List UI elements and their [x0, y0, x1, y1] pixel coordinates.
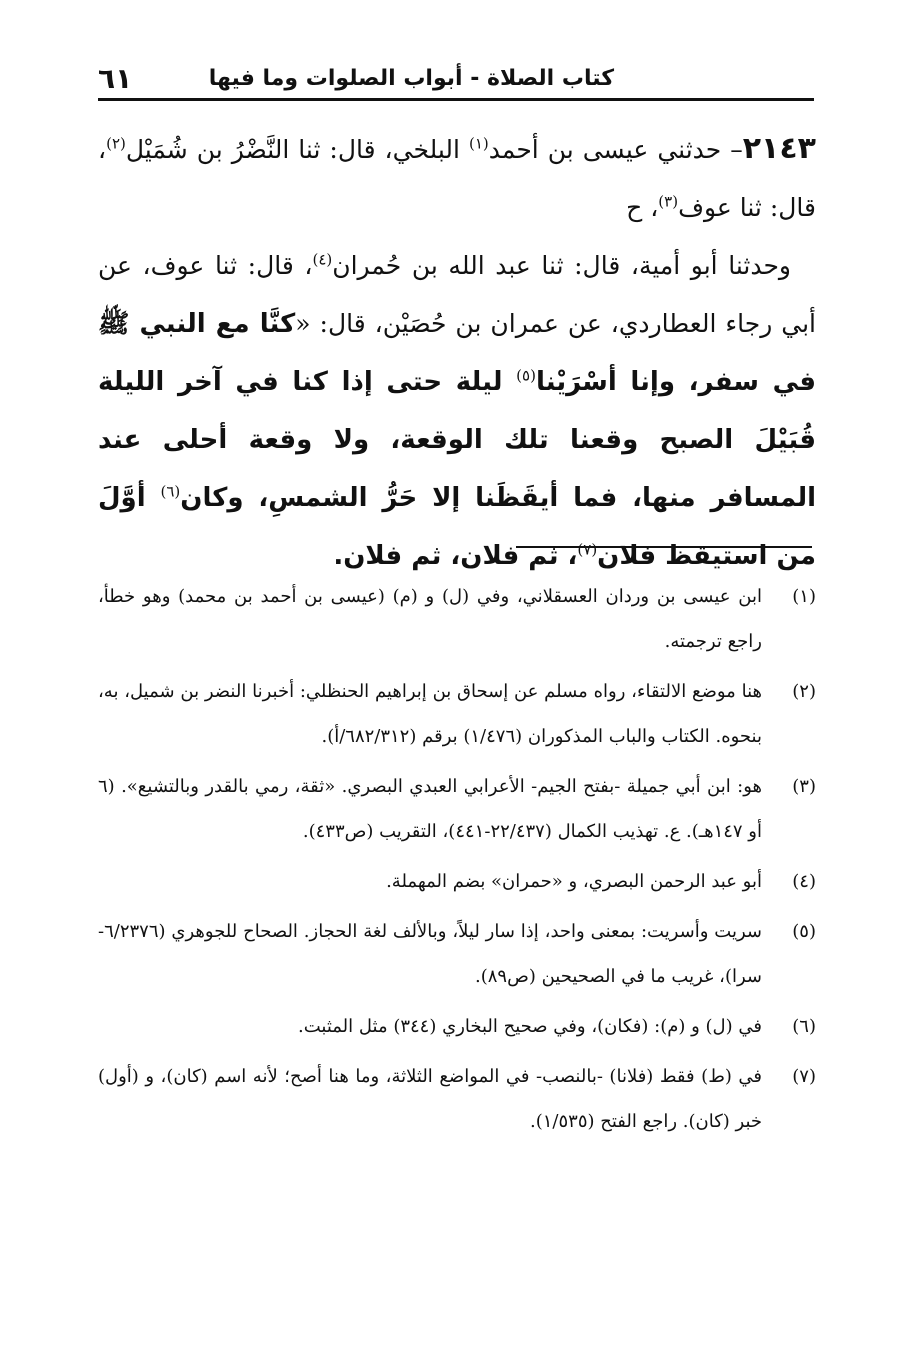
hadith-number: ٢١٤٣ [742, 131, 816, 166]
footnote-number: (٣) [792, 776, 816, 797]
text-run: ، قال: ثنا عوف [98, 135, 816, 222]
running-header [98, 58, 814, 101]
footnote-2 [98, 669, 816, 759]
text-run: وحدثنا أبو أمية، قال: ثنا عبد الله بن حُمران [332, 251, 791, 280]
footnote-ref: (١) [468, 134, 489, 153]
footnote-7 [98, 1054, 816, 1144]
footnote-5 [98, 909, 816, 999]
footnote-ref: (٤) [312, 250, 333, 269]
hadith-paragraph-2 [98, 237, 816, 585]
footnote-4 [98, 859, 816, 904]
footnote-text: أبو عبد الرحمن البصري، و «حمران» بضم المهملة. [386, 871, 762, 892]
hadith-paragraph-1 [98, 120, 816, 237]
text-run: – حدثني عيسى بن أحمد [488, 135, 743, 164]
footnote-number: (٦) [792, 1016, 816, 1037]
quoted-text: ليلة حتى إذا كنا في آخر الليلة قُبَيْلَ الصبح وقعنا تلك الوقعة، ولا وقعة أحلى عند المسافر منها، فما أيقَظَنا إلا حَرُّ الشمسِ، وكان [98, 367, 816, 513]
footnote-number: (٥) [792, 921, 816, 942]
footnote-ref: (٢) [106, 134, 126, 153]
footnote-divider [516, 546, 812, 548]
footnote-number: (٤) [792, 871, 816, 892]
hadith-text [98, 120, 816, 585]
text-run: ، قال: ثنا عوف، عن أبي رجاء العطاردي، عن عمران بن حُصَيْن، قال: « [98, 251, 816, 338]
footnote-1 [98, 574, 816, 664]
footnote-text: ابن عيسى بن وردان العسقلاني، وفي (ل) و (م) (عيسى بن أحمد بن محمد) وهو خطأ، راجع ترجمته. [98, 586, 762, 652]
footnote-ref: (٣) [658, 192, 679, 211]
page-number: ٦١ [98, 61, 133, 95]
footnote-text: في (ل) و (م): (فكان)، وفي صحيح البخاري (٣٤٤) مثل المثبت. [298, 1016, 762, 1037]
text-run: ، ح [626, 193, 659, 222]
text-run: البلخي، قال: ثنا النَّضْرُ بن شُمَيْل [125, 135, 469, 164]
footnote-3 [98, 764, 816, 854]
footnote-text: في (ط) فقط (فلانا) -بالنصب- في المواضع الثلاثة، وما هنا أصح؛ لأنه اسم (كان)، و (أول) خبر (كان). راجع الفتح (١/٥٣٥). [98, 1066, 762, 1132]
footnote-ref: (٦) [160, 482, 181, 501]
footnote-text: سريت وأسريت: بمعنى واحد، إذا سار ليلاً، وبالألف لغة الحجاز. الصحاح للجوهري (٦/٢٣٧٦- سرا)، غريب ما في الصحيحين (ص٨٩). [98, 921, 762, 987]
header-title: كتاب الصلاة - أبواب الصلوات وما فيها [208, 65, 614, 91]
footnotes [98, 574, 816, 1149]
footnote-number: (٢) [792, 681, 816, 702]
quoted-text: أوَّلَ من استيقظ فلان [98, 483, 816, 571]
quoted-text: ، ثم فلان، ثم فلان. [333, 541, 578, 571]
footnote-text: هنا موضع الالتقاء، رواه مسلم عن إسحاق بن إبراهيم الحنظلي: أخبرنا النضر بن شميل، به، بنحوه. الكتاب والباب المذكوران (١/٤٧٦) برقم (٦٨٢/٣١٢/أ). [98, 681, 762, 747]
footnote-number: (٧) [792, 1066, 816, 1087]
footnote-number: (١) [792, 586, 816, 607]
quoted-text: كنَّا مع النبي ﷺ في سفر، وإنا أسْرَيْنا [98, 309, 816, 397]
footnote-text: هو: ابن أبي جميلة -بفتح الجيم- الأعرابي العبدي البصري. «ثقة، رمي بالقدر وبالتشيع». (٦ أو ١٤٧هـ). ع. تهذيب الكمال (٢٢/٤٣٧-٤٤١)، التقريب (ص٤٣٣). [98, 776, 762, 842]
footnote-6 [98, 1004, 816, 1049]
footnote-ref: (٥) [516, 366, 536, 385]
footnote-ref: (٧) [577, 540, 598, 559]
